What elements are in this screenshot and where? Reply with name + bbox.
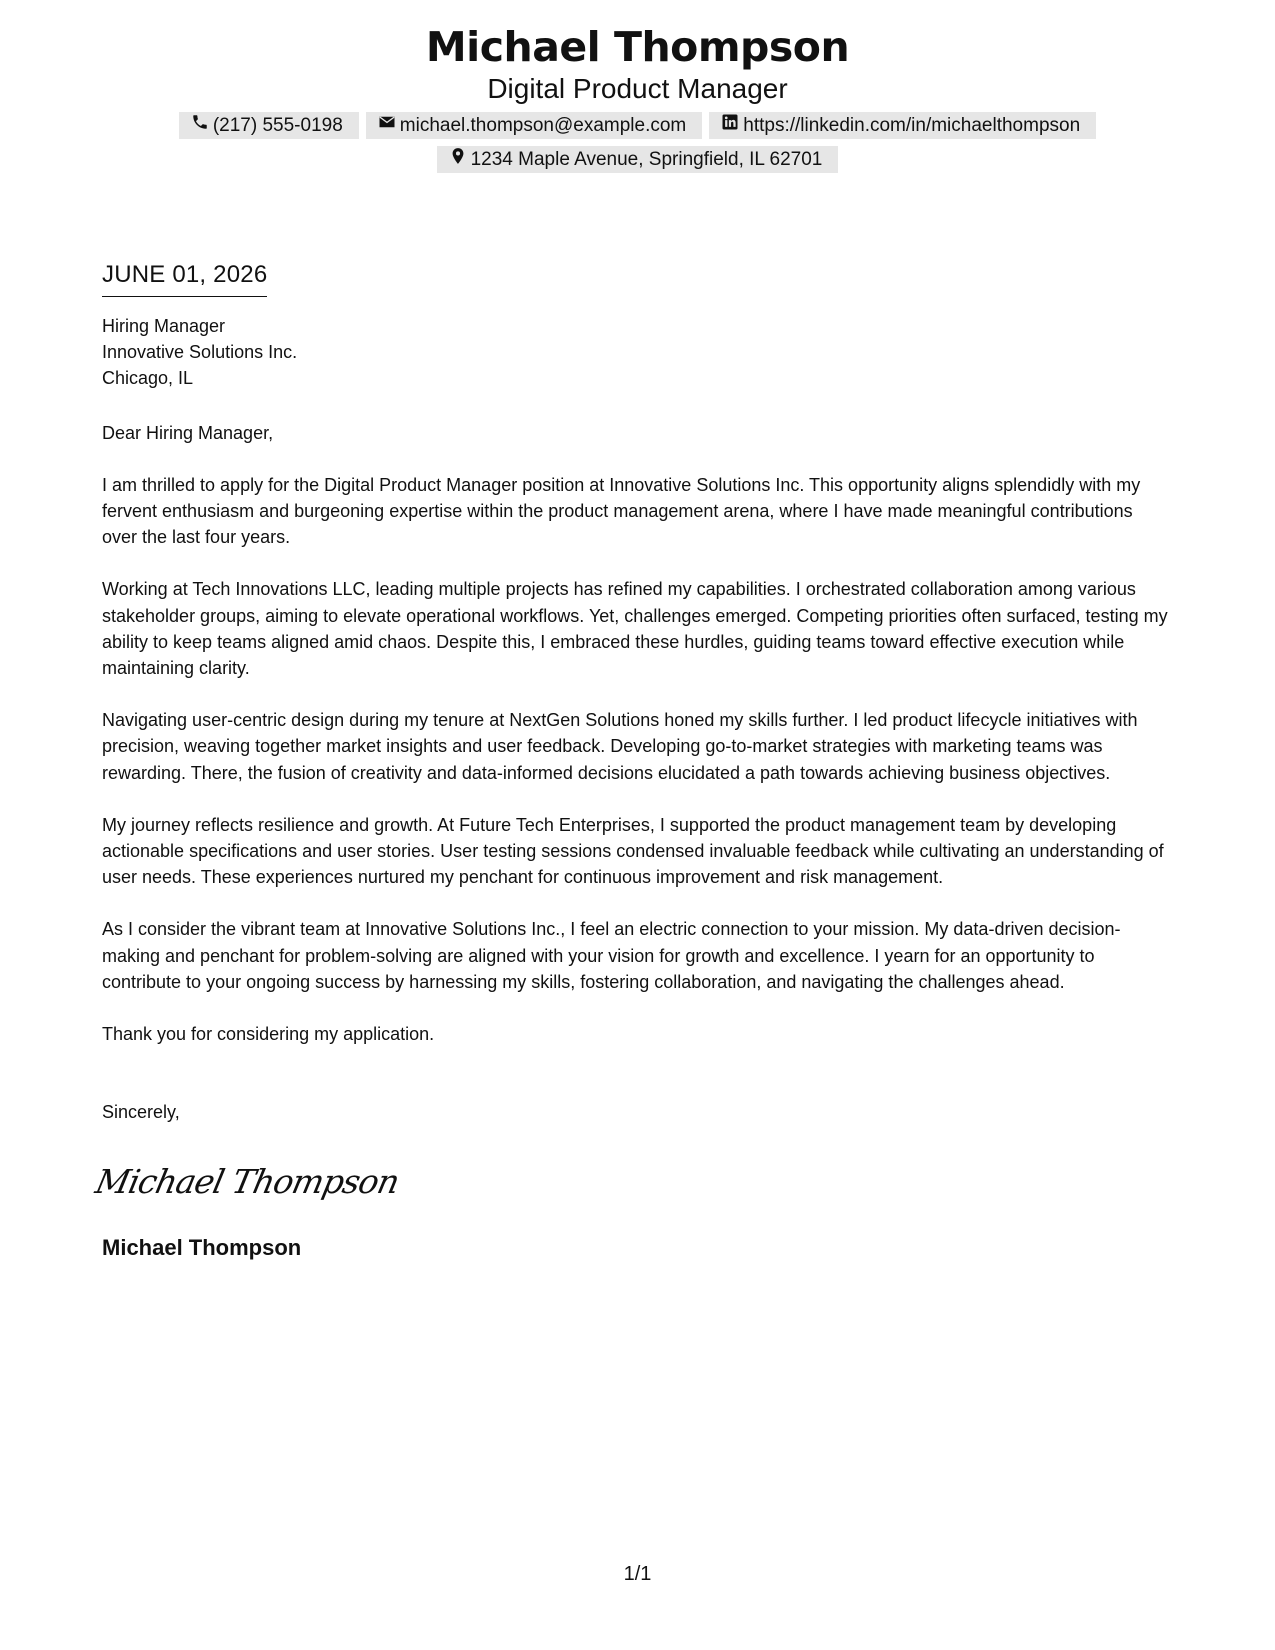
- phone-icon: [191, 112, 209, 139]
- linkedin-icon: [721, 112, 739, 139]
- contact-address-text: 1234 Maple Avenue, Springfield, IL 62701: [470, 149, 823, 170]
- contact-phone[interactable]: [179, 112, 359, 139]
- recipient-block: [102, 313, 1172, 392]
- letter-body: [92, 258, 1172, 1263]
- paragraph: I am thrilled to apply for the Digital Product Manager position at Innovative Solutions Inc. This opportunity aligns splendidly with my fervent enthusiasm and burgeoning expertise within the product management arena, where I have made meaningful contributions over the last four years.: [102, 474, 1141, 548]
- applicant-name: Michael Thompson: [425, 23, 850, 71]
- page-number: 1/1: [623, 1563, 652, 1585]
- letter-header: [0, 22, 1275, 173]
- recipient-title: Hiring Manager: [102, 316, 226, 336]
- salutation: Dear Hiring Manager,: [102, 422, 274, 443]
- signature-text: Michael Thompson: [92, 1162, 403, 1202]
- paragraph: Working at Tech Innovations LLC, leading multiple projects has refined my capabilities. I orchestrated collaboration among various stakeholder groups, aiming to elevate operational workflows. Yet, challenges emerged. Competing priorities often surfaced, testing my ability to keep teams aligned amid chaos. Despite this, I embraced these hurdles, guiding teams toward effective execution while maintaining clarity.: [102, 579, 1168, 679]
- paragraph: Thank you for considering my application.: [102, 1024, 435, 1045]
- contact-email[interactable]: [366, 112, 702, 139]
- contact-email-text: michael.thompson@example.com: [399, 115, 687, 136]
- recipient-location: Chicago, IL: [102, 368, 194, 389]
- closing: Sincerely,: [102, 1102, 180, 1123]
- applicant-role: Digital Product Manager: [487, 73, 788, 104]
- handwritten-signature: [92, 1155, 403, 1211]
- contact-address[interactable]: [437, 146, 839, 173]
- signed-name: Michael Thompson: [102, 1235, 302, 1261]
- map-marker-icon: [449, 146, 467, 173]
- recipient-company: Innovative Solutions Inc.: [102, 342, 298, 363]
- contact-linkedin[interactable]: [709, 112, 1096, 139]
- envelope-icon: [378, 112, 396, 139]
- contact-row-primary: [0, 112, 1275, 139]
- contact-phone-text: (217) 555-0198: [212, 115, 343, 136]
- paragraph: As I consider the vibrant team at Innovative Solutions Inc., I feel an electric connection to your mission. My data-driven decision-making and penchant for problem-solving are aligned with your vision for growth and excellence. I yearn for an opportunity to contribute to your ongoing success by harnessing my skills, fostering collaboration, and navigating the challenges ahead.: [102, 919, 1121, 992]
- paragraph: Navigating user-centric design during my tenure at NextGen Solutions honed my skills further. I led product lifecycle initiatives with precision, weaving together market insights and user feedback. Developing go-to-market strategies with marketing teams was rewarding. There, the fusion of creativity and data-informed decisions elucidated a path towards achieving business objectives.: [102, 710, 1138, 783]
- paragraph: My journey reflects resilience and growth. At Future Tech Enterprises, I supported the product management team by developing actionable specifications and user stories. User testing sessions condensed invaluable feedback while cultivating an understanding of user needs. These experiences nurtured my penchant for continuous improvement and risk management.: [102, 814, 1164, 888]
- contact-linkedin-text: https://linkedin.com/in/michaelthompson: [743, 115, 1081, 136]
- letter-date: JUNE 01, 2026: [102, 258, 267, 297]
- contact-row-secondary: [0, 146, 1275, 173]
